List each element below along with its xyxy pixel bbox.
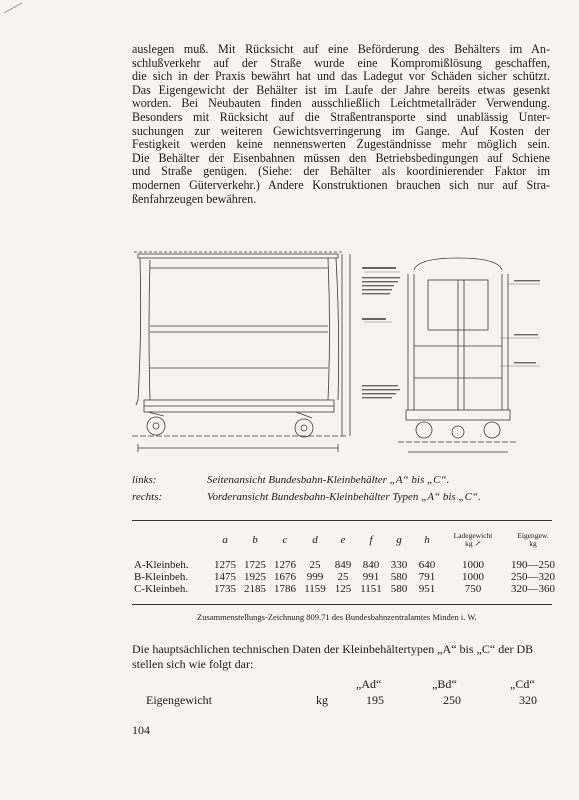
table-cell: 999 <box>306 571 324 583</box>
table-cell: 1735 <box>214 583 236 595</box>
tech-row-label: Eigengewicht <box>146 693 212 707</box>
col-header: b <box>252 534 258 546</box>
table-cell: 1676 <box>274 571 296 583</box>
col-header-ladegewicht: Ladegewicht kg ↗ <box>453 531 493 548</box>
table-cell: 330 <box>390 559 408 571</box>
tech-value: 250 <box>443 693 461 707</box>
table-cell: 750 <box>464 583 482 595</box>
col-header: e <box>340 534 346 546</box>
caption-right-text: Vorderansicht Bundesbahn-Kleinbehälter Typen „A“ bis „C“. <box>207 491 481 503</box>
table-cell: 1276 <box>274 559 296 571</box>
table-cell: 849 <box>334 559 352 571</box>
table-cell: A-Kleinbeh. <box>134 559 189 571</box>
col-header: h <box>424 534 430 546</box>
table-body <box>132 559 562 595</box>
side-view-drawing <box>132 252 350 452</box>
table-cell: 25 <box>337 571 349 583</box>
table-bottom-rule <box>132 604 552 605</box>
table-cell: B-Kleinbeh. <box>134 571 189 583</box>
table-header-row <box>132 529 562 551</box>
caption-right-key: rechts: <box>132 491 163 503</box>
col-header: c <box>282 534 288 546</box>
table-cell: 1725 <box>244 559 266 571</box>
dimension-table <box>132 529 562 595</box>
paragraph-line: modernen Güterverkehr.) Andere Konstruktionen brauchen sich nur auf Stra- <box>132 177 550 192</box>
col-header: a <box>222 534 228 546</box>
paragraph-line: und Straße genügen. (Siehe: der Behälter als koordinierender Faktor im <box>132 164 550 179</box>
lead-text: Die hauptsächlichen technischen Daten der Kleinbehältertypen „A“ bis „C“ der DB stellen sich wie folgt dar: <box>132 642 534 671</box>
corner-pencil-mark <box>2 1 26 15</box>
source-note: Zusammenstellungs-Zeichnung 809.71 des Bundesbahnzentralamtes Minden i. W. <box>197 612 477 622</box>
caption-left-key: links: <box>132 474 157 486</box>
tech-value: 320 <box>519 693 537 707</box>
table-cell: 1159 <box>304 583 326 595</box>
paragraph-line: Besonders mit Rücksicht auf die Straßentransporte sind unablässig Unter- <box>132 109 550 124</box>
table-cell: 580 <box>390 571 408 583</box>
col-header-eigengewicht: Eigengew. kg <box>517 531 549 548</box>
table-top-rule <box>132 520 552 521</box>
table-cell: 320—360 <box>511 583 555 595</box>
table-row <box>132 571 562 583</box>
technical-drawing <box>128 250 548 460</box>
table-cell: 2185 <box>244 583 266 595</box>
tech-col-header: „Cd“ <box>510 677 535 691</box>
col-header: g <box>396 534 402 546</box>
body-paragraph <box>132 43 550 206</box>
table-cell: 1275 <box>214 559 236 571</box>
table-cell: 25 <box>309 559 321 571</box>
table-row <box>132 583 562 595</box>
caption-left-text: Seitenansicht Bundesbahn-Kleinbehälter „A“ bis „C“. <box>207 474 450 486</box>
paragraph-line: Das Eigengewicht der Behälter ist im Laufe der Jahre bereits etwas gesenkt <box>132 82 550 97</box>
paragraph-line: Festigkeit werden keine nennenswerten Zugeständnisse mehr möglich sein. <box>132 137 550 152</box>
paragraph-line: auslegen muß. Mit Rücksicht auf eine Beförderung des Behälters im An- <box>132 42 550 56</box>
table-cell: 1925 <box>244 571 266 583</box>
table-cell: 991 <box>362 571 380 583</box>
col-header: d <box>312 534 318 546</box>
paragraph-line: worden. Bei Neubauten finden ausschließlich Leichtmetallräder Verwendung. <box>132 96 550 111</box>
tech-col-header: „Ad“ <box>356 677 382 691</box>
paragraph-line: schlußverkehr auf der Straße wurde eine Kompromißlösung geschaffen, <box>132 55 550 70</box>
tech-value: 195 <box>366 693 384 707</box>
tech-col-header: „Bd“ <box>432 677 457 691</box>
table-cell: 951 <box>418 583 436 595</box>
tech-row-unit: kg <box>316 693 328 707</box>
table-cell: 840 <box>362 559 380 571</box>
front-view-drawing <box>398 258 518 452</box>
table-cell: 791 <box>418 571 436 583</box>
table-cell: 1475 <box>214 571 236 583</box>
table-cell: 125 <box>334 583 352 595</box>
drawing-annotations <box>362 267 540 398</box>
table-cell: 250—320 <box>511 571 555 583</box>
paragraph-line: die sich in der Praxis bewährt hat und das Ladegut vor Schäden sicher schützt. <box>132 69 550 84</box>
paragraph-line: ßenfahrzeugen bewähren. <box>132 191 257 206</box>
table-cell: 640 <box>418 559 436 571</box>
table-cell: C-Kleinbeh. <box>134 583 189 595</box>
table-row <box>132 559 562 571</box>
paragraph-line: Die Behälter der Eisenbahnen müssen den Betriebsbedingungen auf Schiene <box>132 150 550 165</box>
table-cell: 1000 <box>462 559 484 571</box>
page-number: 104 <box>132 723 150 737</box>
table-cell: 1000 <box>462 571 484 583</box>
paragraph-line: suchungen zur weiteren Gewichtsverringerung im Gange. Auf Kosten der <box>132 123 550 138</box>
table-cell: 190—250 <box>511 559 555 571</box>
col-header: f <box>369 534 373 546</box>
table-cell: 580 <box>390 583 408 595</box>
table-cell: 1151 <box>360 583 382 595</box>
table-cell: 1786 <box>274 583 296 595</box>
